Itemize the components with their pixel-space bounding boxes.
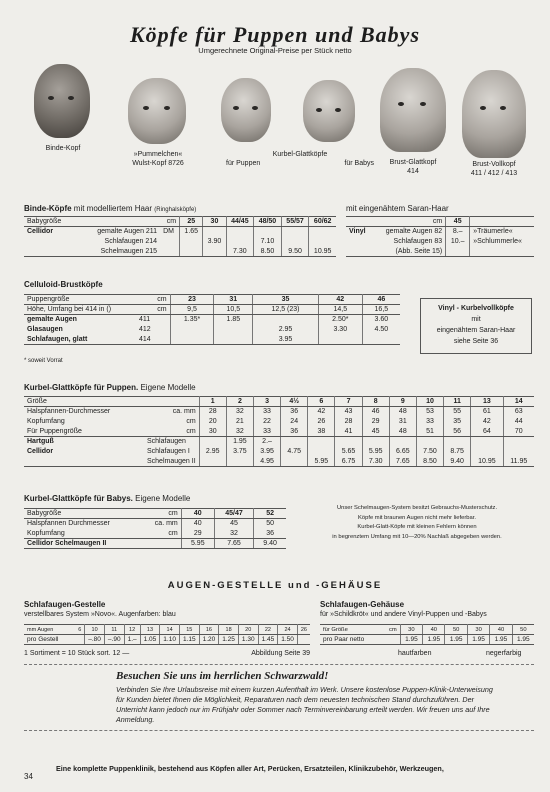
gestelle-footnote: 1 Sortiment = 10 Stück sort. 12 — Abbildung Seite 39: [24, 650, 310, 657]
gestelle-subtitle: verstellbares System »Novo«. Augenfarben: blau: [24, 611, 176, 618]
brust-vollkopf-image: [462, 70, 526, 158]
gestelle-title: Schlafaugen-Gestelle: [24, 600, 106, 609]
kurbel-puppen-section-title: Kurbel-Glattköpfe für Puppen. Eigene Modelle: [24, 383, 196, 392]
augen-heading: AUGEN-GESTELLE und -GEHÄUSE: [167, 580, 383, 591]
caption-brust-glattkopf: Brust-Glattkopf 414: [389, 159, 437, 175]
caption-kurbel-glattkoepfe: Kurbel-Glattköpfe für Puppen für Babys: [226, 151, 374, 167]
gestelle-table: mm Augen 6 10 11 12 13 14 15 16 18 20 22 24 26 pro Gestell –.80 –.90 1.– 1.05 1.10 1.15 1.20 1.25 1.30 1.45 1.50: [24, 624, 310, 645]
binde-section-title: Binde-Köpfe mit modelliertem Haar (Ringhalsköpfe): [24, 204, 197, 213]
page-title: Köpfe für Puppen und Babys: [129, 22, 421, 47]
kurbel-babys-section-title: Kurbel-Glattköpfe für Babys. Eigene Modelle: [24, 494, 191, 503]
brust-glattkopf-image: [380, 68, 446, 152]
kurbel-puppen-head-image: [221, 78, 271, 142]
celluloid-table: Puppengröße cm 23 31 35 42 46 Höhe, Umfang bei 414 in () cm 9,5 10,5 12,5 (23) 14,5 16,5 gemalte Augen 411 1.35* 1.85 2.50* 3.60 Glasaugen 412 2.95 3.30 4.50 Schlafaugen, glatt 414 3.95: [24, 294, 400, 345]
caption-brust-vollkopf: Brust-Vollkopf 411 / 412 / 413: [470, 161, 518, 177]
visit-title: Besuchen Sie uns im herrlichen Schwarzwald!: [116, 670, 329, 682]
saran-section-title: mit eingenähtem Saran-Haar: [346, 204, 449, 213]
gehause-table: für Größe cm 30 40 50 30 40 50 pro Paar netto 1.95 1.95 1.95 1.95 1.95 1.95: [320, 624, 534, 645]
gehause-color-hautfarben: hautfarben: [398, 650, 432, 657]
gehause-title: Schlafaugen-Gehäuse: [320, 600, 405, 609]
footer-text: Eine komplette Puppenklinik, bestehend aus Köpfen aller Art, Perücken, Ersatzteilen, Klinikzubehör, Werkzeugen,: [56, 764, 444, 773]
kurbel-babys-table: Babygröße cm 40 45/47 52 Halspfannen Durchmesser ca. mm 40 45 50 Kopfumfang cm 29 32 36 Cellidor Schelmaugen II 5.95 7.65 9.40: [24, 508, 286, 549]
caption-pummelchen: »Pummelchen« Wulst-Kopf 8726: [132, 151, 184, 167]
visit-divider-bottom: [24, 730, 534, 731]
celluloid-note: * soweit Vorrat: [24, 358, 63, 364]
caption-binde-kopf: Binde-Kopf: [45, 145, 81, 152]
gehause-color-negerfarbig: negerfarbig: [486, 650, 522, 657]
page-number: 34: [24, 772, 33, 781]
celluloid-section-title: Celluloid-Brustköpfe: [24, 280, 103, 289]
gehause-subtitle: für »Schildkröt« und andere Vinyl-Puppen und -Babys: [320, 611, 487, 618]
page-subtitle: Umgerechnete Original-Preise per Stück netto: [198, 46, 352, 55]
binde-kopf-image: [34, 64, 90, 138]
visit-divider-top: [24, 664, 534, 665]
pummelchen-head-image: [128, 78, 186, 144]
notes-block: Unser Schelmaugen-System besitzt Gebrauchs-Musterschutz. Köpfe mit braunen Augen nicht mehr lieferbar. Kurbel-Glatt-Köpfe mit kleinen Fehlern können in begrenztem Umfang mit 10—20% Nachlaß abgegeben werden.: [332, 505, 502, 540]
saran-table: cm 45 Vinyl gemalte Augen 82 8.– »Träumerle« Schlafaugen 83 10.– »Schlummerle« (Abb. Seite 15): [346, 216, 534, 257]
vinyl-info-box: Vinyl - Kurbelvollköpfe mit eingenähtem Saran-Haar siehe Seite 36: [420, 298, 532, 354]
kurbel-puppen-table: Größe 1 2 3 4½ 6 7 8 9 10 11 13 14 Halspfannen-Durchmesser ca. mm 28 32 33 36 42 43 46 48 53 55 61 63 Kopfumfang cm 20 21 22 24 26 28 29 31 33 35 42 44 Für Puppengröße cm 30 32 33 36 38 41 45 48 51 56 64 70 Hartguß Schlafaugen 1.95 2.– Cellidor Schlafaugen I 2.95 3.75 3.95 4.75 5.65 5.95 6.65 7.50 8.75 Schelmaugen II 4.95 5.95 6.75 7.30 7.65 8.50 9.40 10.95 11.95: [24, 396, 534, 467]
visit-text: Verbinden Sie Ihre Urlaubsreise mit einem kurzen Aufenthalt im Werk. Unsere kostenlose Puppen-Klinik-Unterweisung für Kunden bietet Ihnen die Möglichkeit, Reparaturen nach dem neuesten technischen Stand durchzuführen. Der Unterricht kann jedoch nur im Frühjahr oder Sommer nach Terminvereinbarung erteilt werden. Wir freuen uns auf Ihre Anmeldung.: [116, 685, 493, 724]
binde-table: Babygröße cm 25 30 44/45 48/50 55/57 60/62 Cellidor gemalte Augen 211 DM 1.65 Schlafaugen 214 3.90 7.10 Schelmaugen 215 7.30 8.50 9.50 10.95: [24, 216, 336, 257]
kurbel-babys-head-image: [303, 80, 355, 142]
